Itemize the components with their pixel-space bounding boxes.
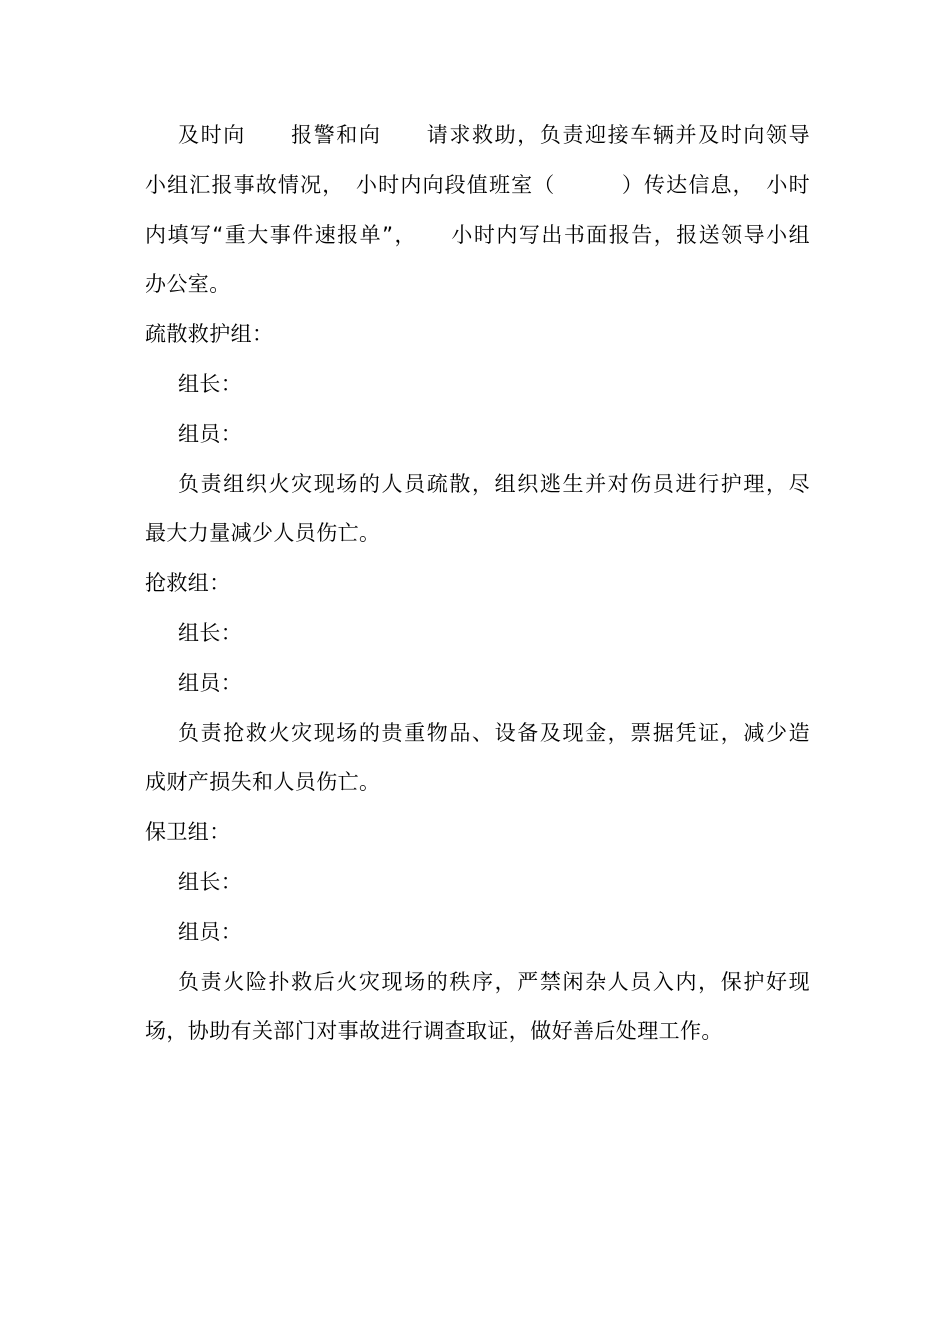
- section-heading-rescue: 抢救组：: [145, 571, 231, 596]
- paragraph-line: 内填写“重大事件速报单”， 小时内写出书面报告，报送领导小组: [145, 222, 810, 247]
- section-heading-evacuation: 疏散救护组：: [145, 322, 274, 347]
- paragraph-line: 负责组织火灾现场的人员疏散，组织逃生并对伤员进行护理，尽: [178, 471, 810, 496]
- group-leader-label: 组长：: [178, 371, 243, 396]
- paragraph-line: 小组汇报事故情况， 小时内向段值班室（ ）传达信息， 小时: [145, 172, 810, 197]
- document-body: [145, 111, 810, 1057]
- section-heading-security: 保卫组：: [145, 820, 231, 845]
- paragraph-line: 负责抢救火灾现场的贵重物品、设备及现金，票据凭证，减少造: [178, 720, 810, 745]
- group-member-label: 组员：: [178, 670, 243, 695]
- group-leader-label: 组长：: [178, 869, 243, 894]
- paragraph-line: 成财产损失和人员伤亡。: [145, 770, 381, 795]
- paragraph-line: 场，协助有关部门对事故进行调查取证，做好善后处理工作。: [145, 1019, 723, 1044]
- group-member-label: 组员：: [178, 421, 243, 446]
- paragraph-line: 负责火险扑救后火灾现场的秩序，严禁闲杂人员入内，保护好现: [178, 969, 810, 994]
- paragraph-line: 最大力量减少人员伤亡。: [145, 521, 381, 546]
- paragraph-line: 办公室。: [145, 272, 231, 297]
- paragraph-line: 及时向 报警和向 请求救助，负责迎接车辆并及时向领导: [178, 123, 810, 147]
- group-leader-label: 组长：: [178, 620, 243, 645]
- group-member-label: 组员：: [178, 919, 243, 944]
